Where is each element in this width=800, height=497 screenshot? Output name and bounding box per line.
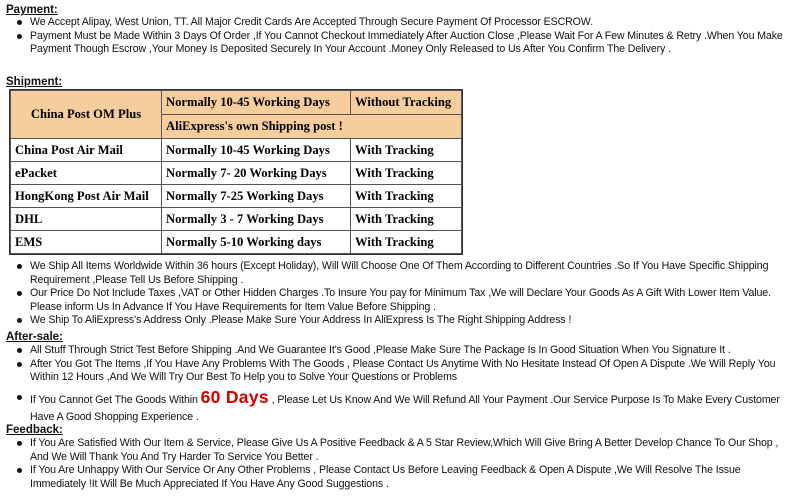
feedback-heading: Feedback: [6,424,63,436]
payment-list [14,16,794,57]
shipping-method-cell: ePacket [11,162,162,185]
list-item: Payment Must be Made Within 3 Days Of Order ,If You Cannot Checkout Immediately After Auction Close ,Please Wait For A Few Minutes & Retry .When You Make Payment Though Escrow ,Your Money Is Deposited Securely In Your Account .Money Only Released to Us After You Confirm The Delivery . [14,30,794,57]
shipment-heading: Shipment: [6,76,63,88]
shipping-tracking-cell: With Tracking [351,139,462,162]
table-row [11,91,462,115]
shipping-table [10,90,462,254]
list-item: After You Got The Items ,If You Have Any Problems With The Goods , Please Contact Us Anytime With No Hesitate Instead Of Open A Dispute .We Will Reply You Within 12 Hours ,And We Will Try Our Best To Help you to Solve Your Questions or Problems [14,358,794,385]
shipping-time-cell: Normally 7- 20 Working Days [162,162,351,185]
list-item: We Ship All Items Worldwide Within 36 hours (Except Holiday), Will Will Choose One Of Them According to Different Countries .So If You Have Specific Shipping Requirement ,Please Tell Us Before Shipping . [14,260,794,287]
days-prefix-text: If You Cannot Get The Goods Within [30,393,201,406]
shipping-time-cell: Normally 7-25 Working Days [162,185,351,208]
list-item: All Stuff Through Strict Test Before Shipping .And We Guarantee It's Good ,Please Make Sure The Package Is In Good Situation When You Signature It . [14,344,794,358]
list-item: We Ship To AliExpress's Address Only .Please Make Sure Your Address In AliExpress Is The Right Shipping Address ! [14,314,794,328]
shipping-method-cell: EMS [11,231,162,254]
days-suffix-text: , Please Let Us Know And We Will Refund All Your Payment .Our Service Purpose Is To Make Every Customer Have A Good Shopping Experience . [30,393,780,423]
shipment-list [14,260,794,328]
shipping-method-cell: DHL [11,208,162,231]
shipping-note-cell: AliExpress's own Shipping post ! [162,115,462,139]
payment-heading: Payment: [6,4,58,16]
shipping-tracking-cell: With Tracking [351,208,462,231]
shipping-tracking-cell: With Tracking [351,231,462,254]
shipping-method-cell: HongKong Post Air Mail [11,185,162,208]
table-row [11,185,462,208]
list-item: We Accept Alipay, West Union, TT. All Major Credit Cards Are Accepted Through Secure Payment Of Processor ESCROW. [14,16,794,30]
shipping-time-cell: Normally 10-45 Working Days [162,91,351,115]
table-row [11,231,462,254]
table-row [11,139,462,162]
shipping-time-cell: Normally 10-45 Working Days [162,139,351,162]
shipping-tracking-cell: With Tracking [351,162,462,185]
shipping-method-cell: China Post OM Plus [11,91,162,139]
shipping-tracking-cell: Without Tracking [351,91,462,115]
aftersale-heading: After-sale: [6,331,63,343]
aftersale-list [14,344,794,426]
table-row [11,208,462,231]
list-item [14,385,794,426]
list-item: If You Are Satisfied With Our Item & Service, Please Give Us A Positive Feedback & A 5 Star Review,Which Will Give Bring A Better Develop Chance To Our Shop , And We Will Thank You And Try Harder To Service You Better . [14,437,794,464]
shipping-tracking-cell: With Tracking [351,185,462,208]
shipping-time-cell: Normally 3 - 7 Working Days [162,208,351,231]
refund-days-highlight: 60 Days [200,386,269,407]
table-row [11,162,462,185]
list-item: If You Are Unhappy With Our Service Or Any Other Problems , Please Contact Us Before Leaving Feedback & Open A Dispute ,We Will Resolve The Issue Immediately !It Will Be Much Appreciated If You Have Any Good Suggestions . [14,464,794,491]
list-item: Our Price Do Not Include Taxes ,VAT or Other Hidden Charges .To Insure You pay for Minimum Tax ,We will Declare Your Goods As A Gift With Lower Item Value. Please inform Us In Advance If You Have Requirements for Item Value Before Shipping . [14,287,794,314]
shipping-time-cell: Normally 5-10 Working days [162,231,351,254]
feedback-list [14,437,794,491]
shipping-method-cell: China Post Air Mail [11,139,162,162]
